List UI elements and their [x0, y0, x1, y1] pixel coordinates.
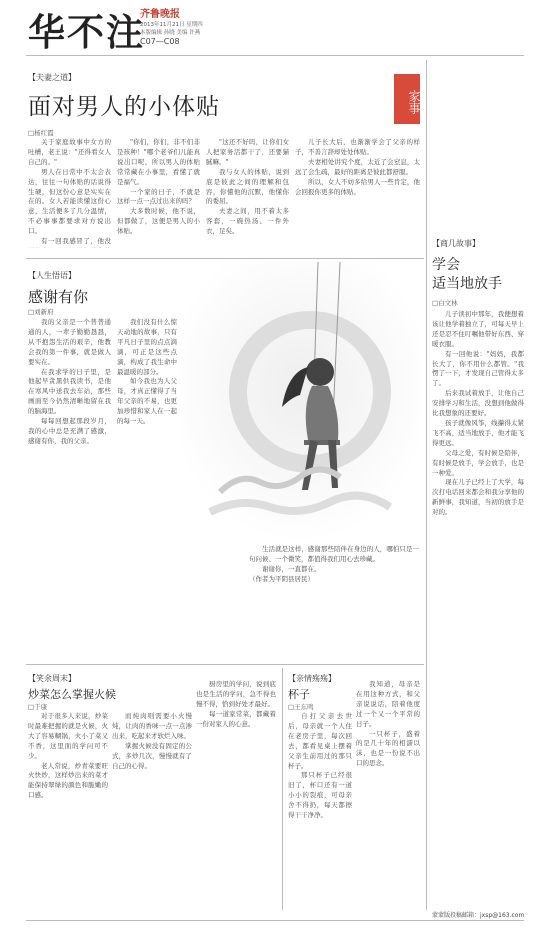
paragraph: 现在儿子已经上了大学，每次打电话回来都会和我分享他的新鲜事，我知道，当初的放手是对的。 [432, 478, 524, 517]
article-headline: 杯子 [288, 688, 310, 701]
column-divider [282, 668, 283, 910]
illustration-girl-on-swing [180, 262, 420, 542]
article-headline: 炒菜怎么掌握火候 [28, 688, 116, 701]
paragraph: 有一回我感冒了，他没 [41, 237, 111, 246]
article-headline: 学会 适当地放手 [432, 257, 502, 292]
article-column [117, 138, 200, 248]
paragraph: 掌握火候没有固定的公式，多炒几次，慢慢就有了自己的心得。 [112, 741, 192, 770]
paragraph: 夫妻之间，用不着太多客套，一碗热汤、一件外衣，足矣。 [206, 207, 289, 236]
section-divider [26, 258, 424, 259]
paragraph: 夫妻相处讲究个度，太近了会窒息，太远了会生疏，最好的距离是彼此都舒服。 [295, 157, 420, 176]
masthead-page-range: C07—C08 [140, 37, 180, 46]
paragraph: 自打父亲去世后，母亲就一个人住在老房子里，每次回去，都看见桌上摆着父亲生前用过的那只杯子。 [288, 712, 352, 770]
byline: □于康 [28, 703, 48, 711]
paragraph: "这还不好吗，让你们女人把家务活都干了，还要猫腻嘛。" [206, 138, 289, 166]
paragraph: 谢谢你，一直都在。 [262, 564, 321, 573]
paragraph: 大多数时候，他不说，但都做了，这便是男人的小体贴。 [117, 207, 200, 236]
paragraph: 父母之爱，有时候是陪伴，有时候是放手，学会放手，也是一种爱。 [432, 448, 524, 477]
masthead-editor: 本版编辑 孙晓 美编 许燕 [140, 30, 201, 36]
submission-email-footer: 蒙蒙版投稿邮箱：jxsp@163.com [432, 912, 525, 919]
article-headline: 感谢有你 [28, 288, 89, 306]
article-column [206, 138, 289, 248]
article-headline: 面对男人的小体贴 [28, 94, 220, 120]
byline: □白文林 [432, 299, 458, 307]
byline: □王东鸣 [288, 703, 314, 711]
article-column [28, 138, 111, 248]
section-divider [26, 664, 424, 665]
bottom-rule [26, 920, 524, 921]
article-column [196, 680, 276, 910]
paragraph: "你们，你们，非不们非是孩种！"哪个老爷们儿能真说出口呢，所以男人的体贴常常藏在小事里，看懂了就是福气。 [117, 138, 200, 186]
section-tag: 【笑余周末】 [28, 674, 76, 683]
section-tag: 【亲情殇殇】 [288, 674, 336, 683]
section-tag: 【人生悟语】 [28, 271, 76, 280]
paragraph: 对于很多人来说，炒菜时最难把握的就是火候，火大了容易糊锅，火小了菜又不香，这里面的学问可不少。 [28, 712, 108, 760]
paragraph: 而炖肉则需要小火慢炖，让肉的香味一点一点渗出来，吃起来才软烂入味。 [112, 712, 192, 740]
paragraph: 如今我也为人父母，才真正懂得了当年父亲的不易，也更加珍惜和家人在一起的每一天。 [117, 377, 177, 426]
paragraph: 关于家庭故事中女方的吐槽，老王说："还得看女人自己的。" [28, 138, 111, 166]
paragraph: 我们没有什么惊天动地的故事，只有平凡日子里的点点滴滴，可正是这些点滴，构成了我生命中最温暖的部分。 [117, 318, 177, 376]
paragraph: 一只杯子，盛着的是几十年的相濡以沫，也是一份说不出口的思念。 [356, 729, 420, 768]
article-column [28, 318, 111, 658]
paragraph: 老人常说，炒青菜要旺火快炒，这样炒出来的菜才能保持翠绿的颜色和脆嫩的口感。 [28, 761, 108, 800]
paragraph: 男人在日常中不太会表达，往往一句体贴的话说得生硬，但这份心意是实实在在的。女人若能读懂这份心意，生活便多了几分温情，不必事事都要求对方说出口。 [28, 167, 111, 236]
paragraph: 我的父亲是一个普普通通的人，一辈子勤勤恳恳，从不抱怨生活的艰辛，他教会我的第一件事，就是做人要实在。 [28, 318, 111, 366]
paragraph: 那只杯子已经很旧了，杯口还有一道小小的裂痕，可母亲舍不得扔，每天都擦得干干净净。 [288, 771, 352, 820]
paragraph: 孩子就像风筝，线攥得太紧飞不高，适当地放手，他才能飞得更远。 [432, 418, 524, 447]
side-tab-label: 家事 [407, 90, 421, 114]
paragraph: 厨房里的学问，说到底也是生活的学问，急不得也慢不得，恰到好处才最好。 [196, 680, 276, 708]
article-column [295, 138, 420, 248]
article-column [288, 712, 352, 910]
newspaper-logo: 齐鲁晚报 [140, 9, 180, 20]
byline: □刘新府 [28, 308, 54, 316]
paragraph: 有一回他说："妈妈，我都长大了，你不用什么都管。"我愣了一下，才发现自己管得太多了。 [432, 349, 524, 388]
paragraph: 每每回想起那段岁月，我的心中总是充满了感激，感谢有你，我的父亲。 [28, 417, 111, 445]
paragraph: 我与女人的体贴，说到底是彼此之间的理解和包容，你懂他的沉默，他懂你的委屈。 [206, 167, 289, 206]
article-column [28, 712, 108, 910]
article-column [117, 318, 177, 658]
byline: □杨红霞 [28, 129, 54, 137]
paragraph: 一个家的日子，不就是这样一点一点过出来的吗？ [117, 187, 200, 206]
masthead-date: 2013年11月21日 星期四 [140, 22, 203, 28]
masthead-title: 华不注 [28, 11, 145, 54]
article-column [249, 545, 419, 660]
paragraph: 所以，女人不妨多给男人一些肯定，他会回报你更多的体贴。 [295, 177, 420, 196]
paragraph: 每一道家常菜，都藏着一份对家人的心意。 [196, 709, 276, 728]
side-tab [394, 74, 420, 124]
section-tag: 【商几故事】 [432, 239, 480, 248]
paragraph: 儿子读初中那年，我便想着该让他学着独立了，可每天早上还是忍不住叮嘱他带好东西、穿暖衣服。 [432, 310, 524, 348]
article-column [432, 310, 524, 900]
article-column [112, 712, 192, 910]
article-column [356, 680, 420, 910]
paragraph: 儿子长大后，也渐渐学会了父亲的样子，不善言辞却处处体贴。 [295, 138, 420, 156]
paragraph: 在我求学的日子里，是他起早贪黑供我读书，是他在寒风中送我去车站，那些画面至今仍然清晰地留在我的脑海里。 [28, 367, 111, 416]
paragraph: 后来我试着放手，让他自己安排学习和生活，没想到他做得比我想象的还要好。 [432, 389, 524, 418]
paragraph: 我知道，母亲是在用这种方式，和父亲说说话，陪着他度过一个又一个平常的日子。 [356, 680, 420, 728]
masthead-divider [26, 55, 524, 56]
column-divider [426, 60, 427, 910]
section-tag: 【夫妻之道】 [28, 73, 76, 82]
paragraph: 生活就是这样，感谢那些陪伴在身边的人，哪怕只是一句问候、一个微笑，都值得我们用心去珍藏。 [249, 545, 419, 563]
author-note: （作者为平阴县居民） [249, 574, 314, 583]
